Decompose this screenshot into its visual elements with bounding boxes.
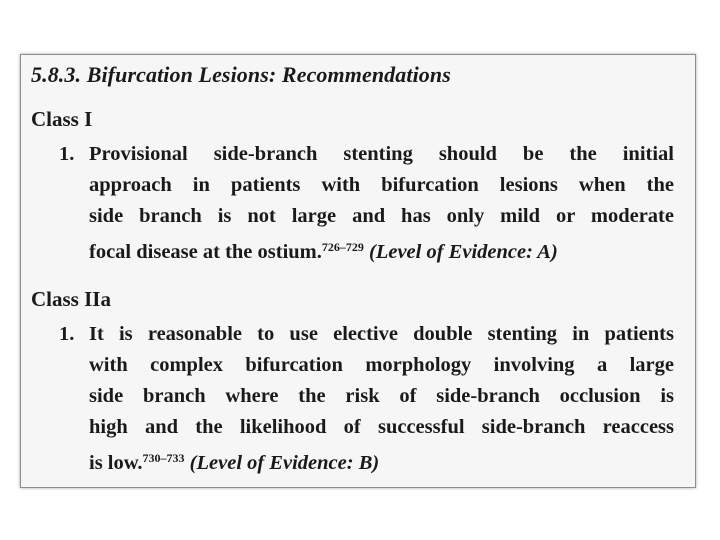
item-number: 1. [59,323,75,345]
section-heading: 5.8.3. Bifurcation Lesions: Recommendations [31,62,451,87]
text-fragment: focal disease at the ostium. [89,241,322,263]
text-line: Provisional side-branch stenting should be the initial [89,143,674,165]
level-of-evidence: (Level of Evidence: A) [369,241,558,263]
text-line-last [89,443,674,479]
item-number: 1. [59,143,75,165]
class-label-iia: Class IIa [31,287,111,311]
recommendations-box [20,54,696,488]
text-line: with complex bifurcation morphology involving a large [89,354,674,376]
text-line: side branch is not large and has only mild or moderate [89,205,674,227]
recommendation-text [89,139,674,268]
level-of-evidence: (Level of Evidence: B) [189,452,380,474]
recommendation-text [89,319,674,479]
text-line: It is reasonable to use elective double stenting in patients [89,323,674,345]
text-line: approach in patients with bifurcation lesions when the [89,174,674,196]
reference-numbers: 726–729 [321,240,364,254]
text-line-last [89,232,674,268]
class-label-i: Class I [31,107,93,131]
reference-numbers: 730–733 [142,451,185,465]
text-line: side branch where the risk of side-branch occlusion is [89,385,674,407]
text-fragment: is low. [89,452,143,474]
text-line: high and the likelihood of successful side-branch reaccess [89,416,674,438]
